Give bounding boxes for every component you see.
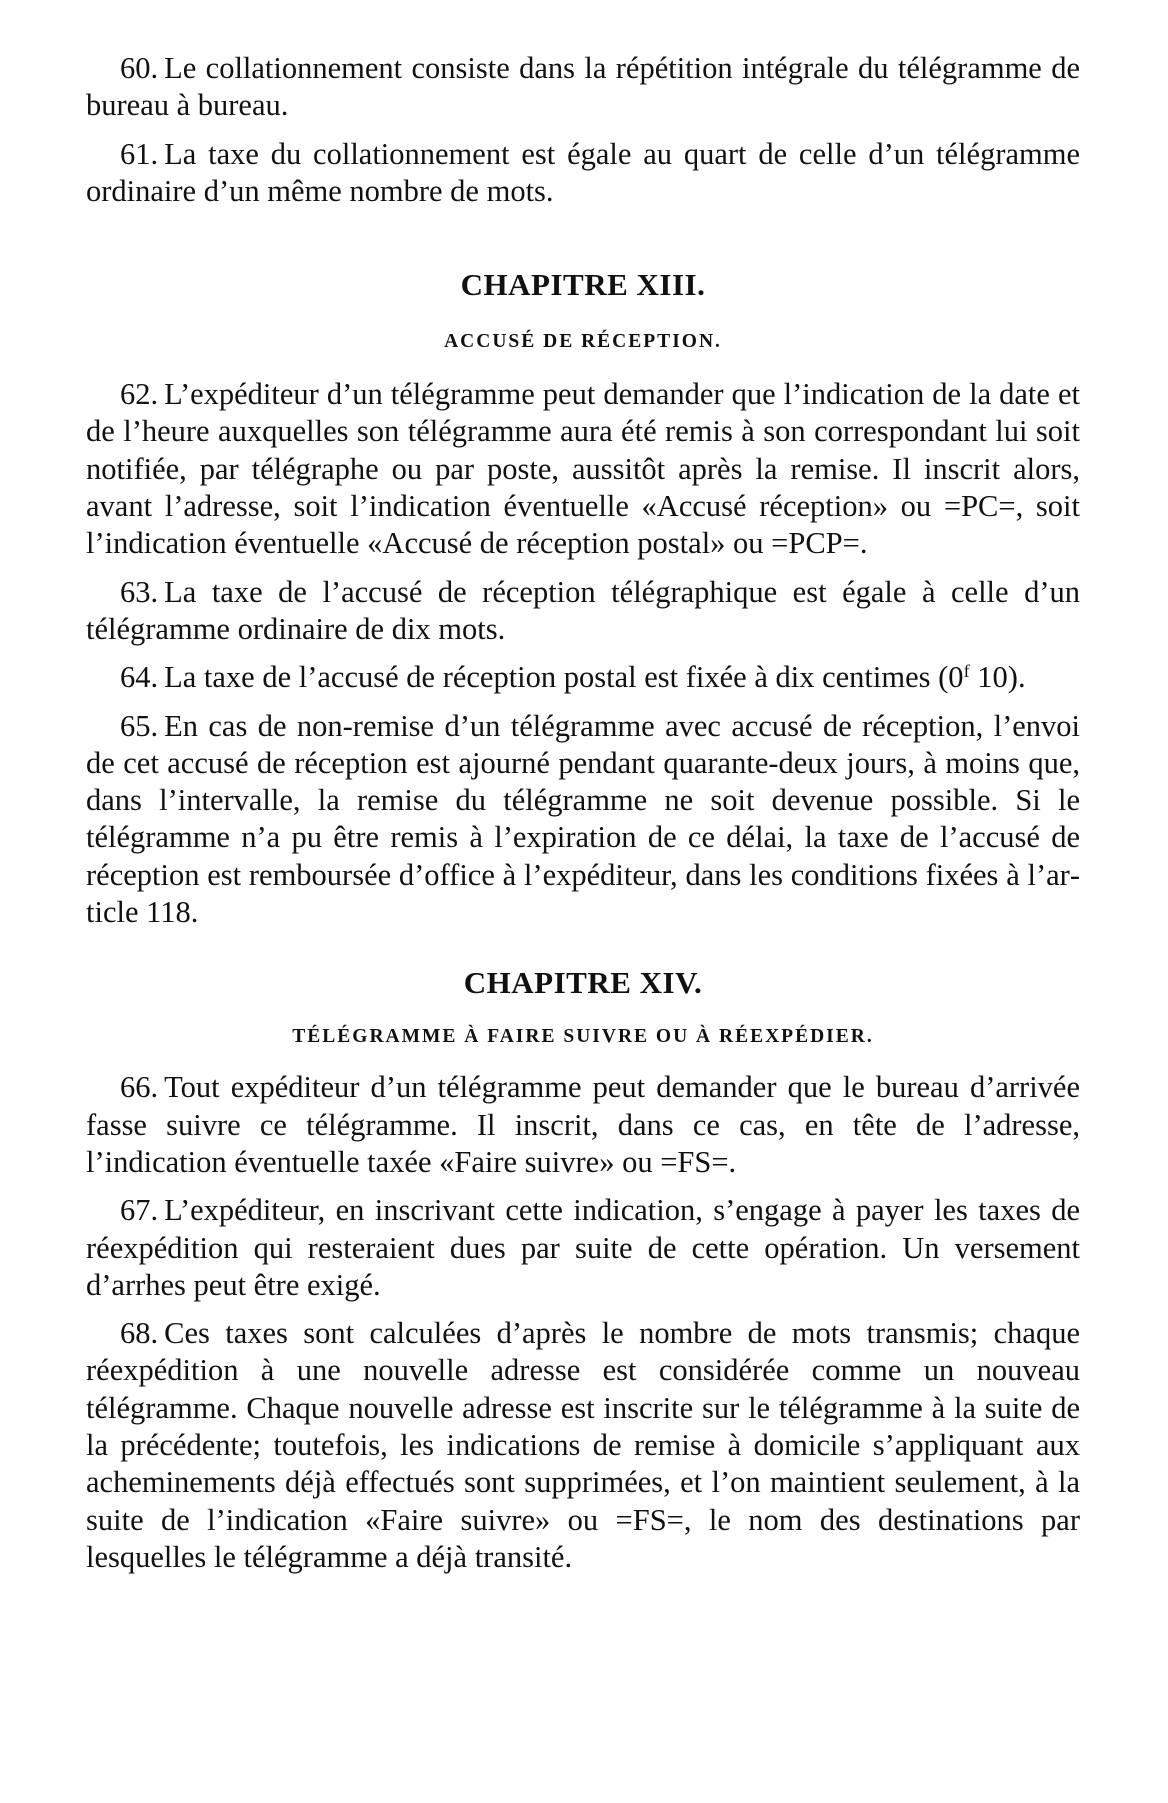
article-68 [86, 1315, 1080, 1576]
article-text: L’expéditeur, en inscrivant cette indication, s’engage à payer les taxes de réexpédition qui resteraient dues par suite de cette opération. Un versement d’arrhes peut être exigé. [86, 1193, 1080, 1302]
article-number: 64. [120, 660, 159, 695]
chapter-14-title: CHAPITRE XIV. [463, 965, 703, 1001]
amount-superscript: f [963, 661, 970, 682]
article-text: Le collationnement consiste dans la répétition intégrale du télégramme de bureau à bureau. [86, 51, 1080, 123]
article-text: La taxe de l’accusé de réception télégraphique est égale à celle d’un télégramme ordinaire de dix mots. [86, 574, 1080, 646]
article-text: La taxe de l’accusé de réception postal est fixée à dix centimes [164, 660, 931, 695]
article-62 [86, 376, 1080, 562]
article-67 [86, 1192, 1080, 1304]
article-66 [86, 1069, 1080, 1181]
article-number: 62. [120, 377, 159, 412]
article-61 [86, 136, 1080, 211]
article-text: L’expéditeur d’un télégramme peut demander que l’indication de la date et de l’heure auxquelles son télégramme aura été remis à son correspondant lui soit notifiée, par télégraphe ou par poste, aussitôt après la remise. Il inscrit alors, avant l’adresse, soit l’indication éventuelle «Accusé réception» ou =PC=, soit l’indication éventuelle «Accusé de réception postal» ou =PCP=. [86, 377, 1080, 561]
article-number: 65. [120, 708, 159, 743]
article-text: La taxe du collationnement est égale au quart de celle d’un télégramme ordinaire d’un même nombre de mots. [86, 136, 1080, 208]
article-63 [86, 574, 1080, 649]
article-number: 61. [120, 136, 159, 171]
amount-main: (0 [938, 660, 964, 695]
article-text: Ces taxes sont calculées d’après le nombre de mots transmis; chaque réexpédition à une nouvelle adresse est considérée comme un nouveau télégramme. Chaque nouvelle adresse est inscrite sur le télégramme à la suite de la précédente; toutefois, les indications de remise à domicile s’appliquant aux acheminements déjà effectués sont supprimées, et l’on maintient seulement, à la suite de l’indication «Faire suivre» ou =FS=, le nom des destinations par lesquelles le télégramme a déjà transité. [86, 1316, 1080, 1574]
article-text: Tout expéditeur d’un télégramme peut demander que le bureau d’arrivée fasse suivre ce télégramme. Il inscrit, dans ce cas, en tête de l’adresse, l’indication éventuelle taxée «Faire suivre» ou =FS=. [86, 1070, 1080, 1179]
amount-rest: 10). [969, 660, 1026, 695]
article-text: En cas de non-remise d’un télégramme avec accusé de réception, l’envoi de cet accusé de réception est ajourné pendant quarante-deux jours, à moins que, dans l’intervalle, la remise du télégramme ne soit devenue possible. Si le télégramme n’a pu être remis à l’expiration de ce délai, la taxe de l’accusé de réception est remboursée d’office à l’expéditeur, dans les conditions fixées à l’article 118. [86, 708, 1080, 930]
document-page [86, 50, 1080, 1587]
article-number: 66. [120, 1070, 159, 1105]
article-60 [86, 50, 1080, 125]
article-number: 60. [120, 51, 159, 85]
article-number: 63. [120, 574, 159, 609]
article-number: 67. [120, 1193, 159, 1228]
article-number: 68. [120, 1316, 159, 1351]
chapter-14-subtitle: TÉLÉGRAMME À FAIRE SUIVRE OU À RÉEXPÉDIER. [292, 1026, 874, 1048]
chapter-13-subtitle: ACCUSÉ DE RÉCEPTION. [444, 331, 722, 353]
chapter-13-title: CHAPITRE XIII. [460, 267, 706, 303]
article-64 [86, 659, 1080, 696]
article-65 [86, 708, 1080, 932]
